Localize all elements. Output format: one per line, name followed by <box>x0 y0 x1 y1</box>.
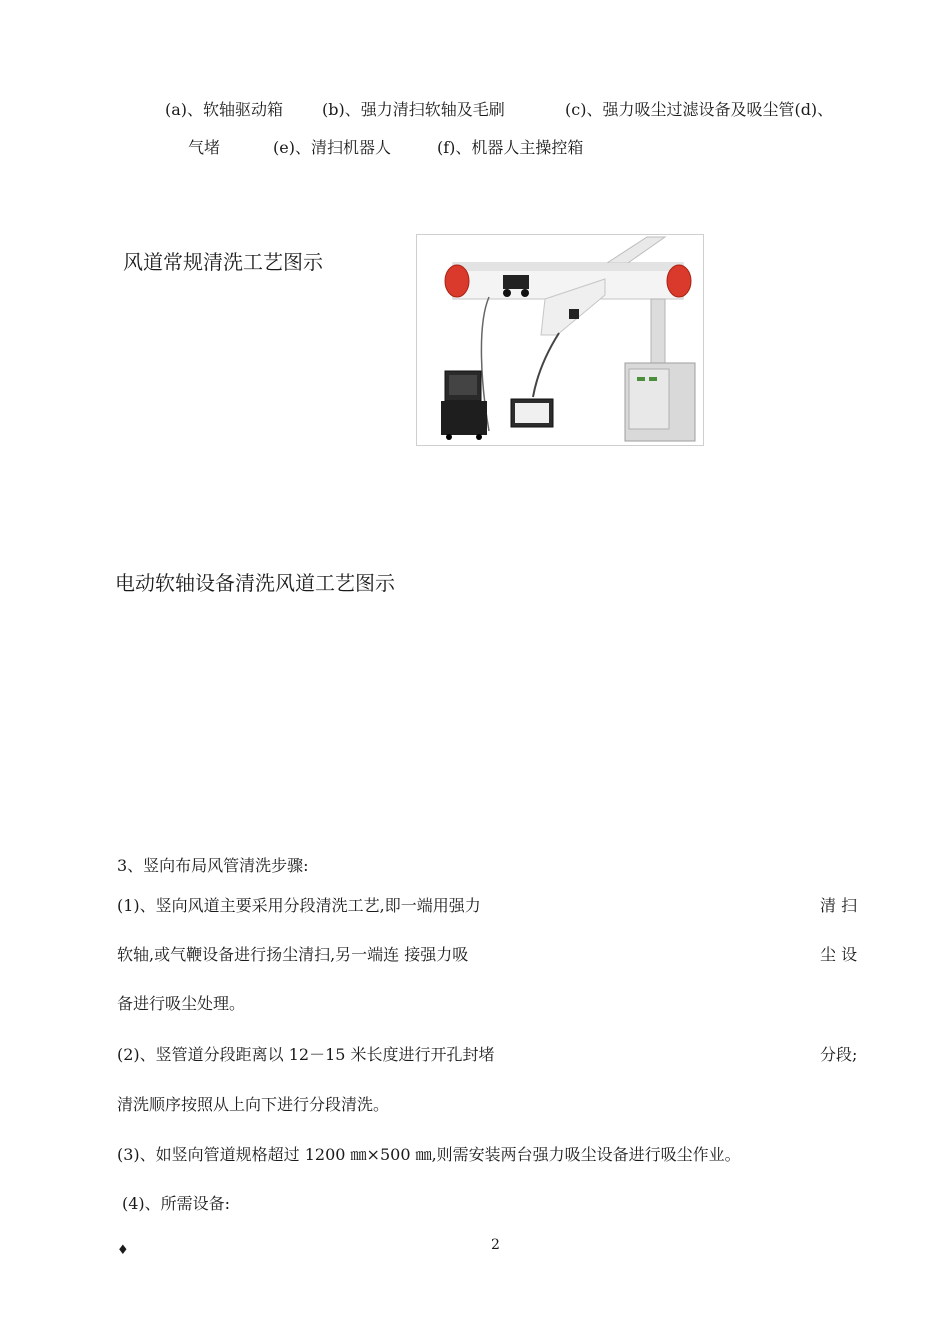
p1-line1-left: (1)、竖向风道主要采用分段清洗工艺,即一端用强力 <box>117 896 481 915</box>
caption-c: (c)、强力吸尘过滤设备及吸尘管(d)、 <box>565 100 834 119</box>
figure-label-electric-shaft: 电动软轴设备清洗风道工艺图示 <box>115 571 395 595</box>
p3: (3)、如竖向管道规格超过 1200 ㎜×500 ㎜,则需安装两台强力吸尘设备进行吸尘作业。 <box>117 1145 741 1164</box>
caption-e: (e)、清扫机器人 <box>273 138 391 157</box>
caption-f: (f)、机器人主操控箱 <box>437 138 584 157</box>
page-number: 2 <box>491 1237 500 1253</box>
caption-b: (b)、强力清扫软轴及毛刷 <box>322 100 505 119</box>
figure-label-conventional: 风道常规清洗工艺图示 <box>123 250 323 274</box>
p1-line3: 备进行吸尘处理。 <box>117 994 246 1013</box>
caption-d-cont: 气堵 <box>188 138 221 157</box>
p2-line2: 清洗顺序按照从上向下进行分段清洗。 <box>117 1095 390 1114</box>
duct-cleaning-drawing <box>417 235 703 445</box>
p4: (4)、所需设备: <box>122 1194 231 1213</box>
footer-bullet: ♦ <box>117 1243 129 1258</box>
section-heading: 3、竖向布局风管清洗步骤: <box>117 856 309 875</box>
p1-line1-right: 清 扫 <box>820 896 858 915</box>
p2-line1-right: 分段; <box>820 1045 858 1064</box>
p1-line2-left: 软轴,或气鞭设备进行扬尘清扫,另一端连 接强力吸 <box>117 945 469 964</box>
caption-a: (a)、软轴驱动箱 <box>165 100 284 119</box>
p1-line2-right: 尘 设 <box>820 945 858 964</box>
p2-line1-left: (2)、竖管道分段距离以 12－15 米长度进行开孔封堵 <box>117 1045 495 1064</box>
duct-cleaning-illustration <box>416 234 704 446</box>
